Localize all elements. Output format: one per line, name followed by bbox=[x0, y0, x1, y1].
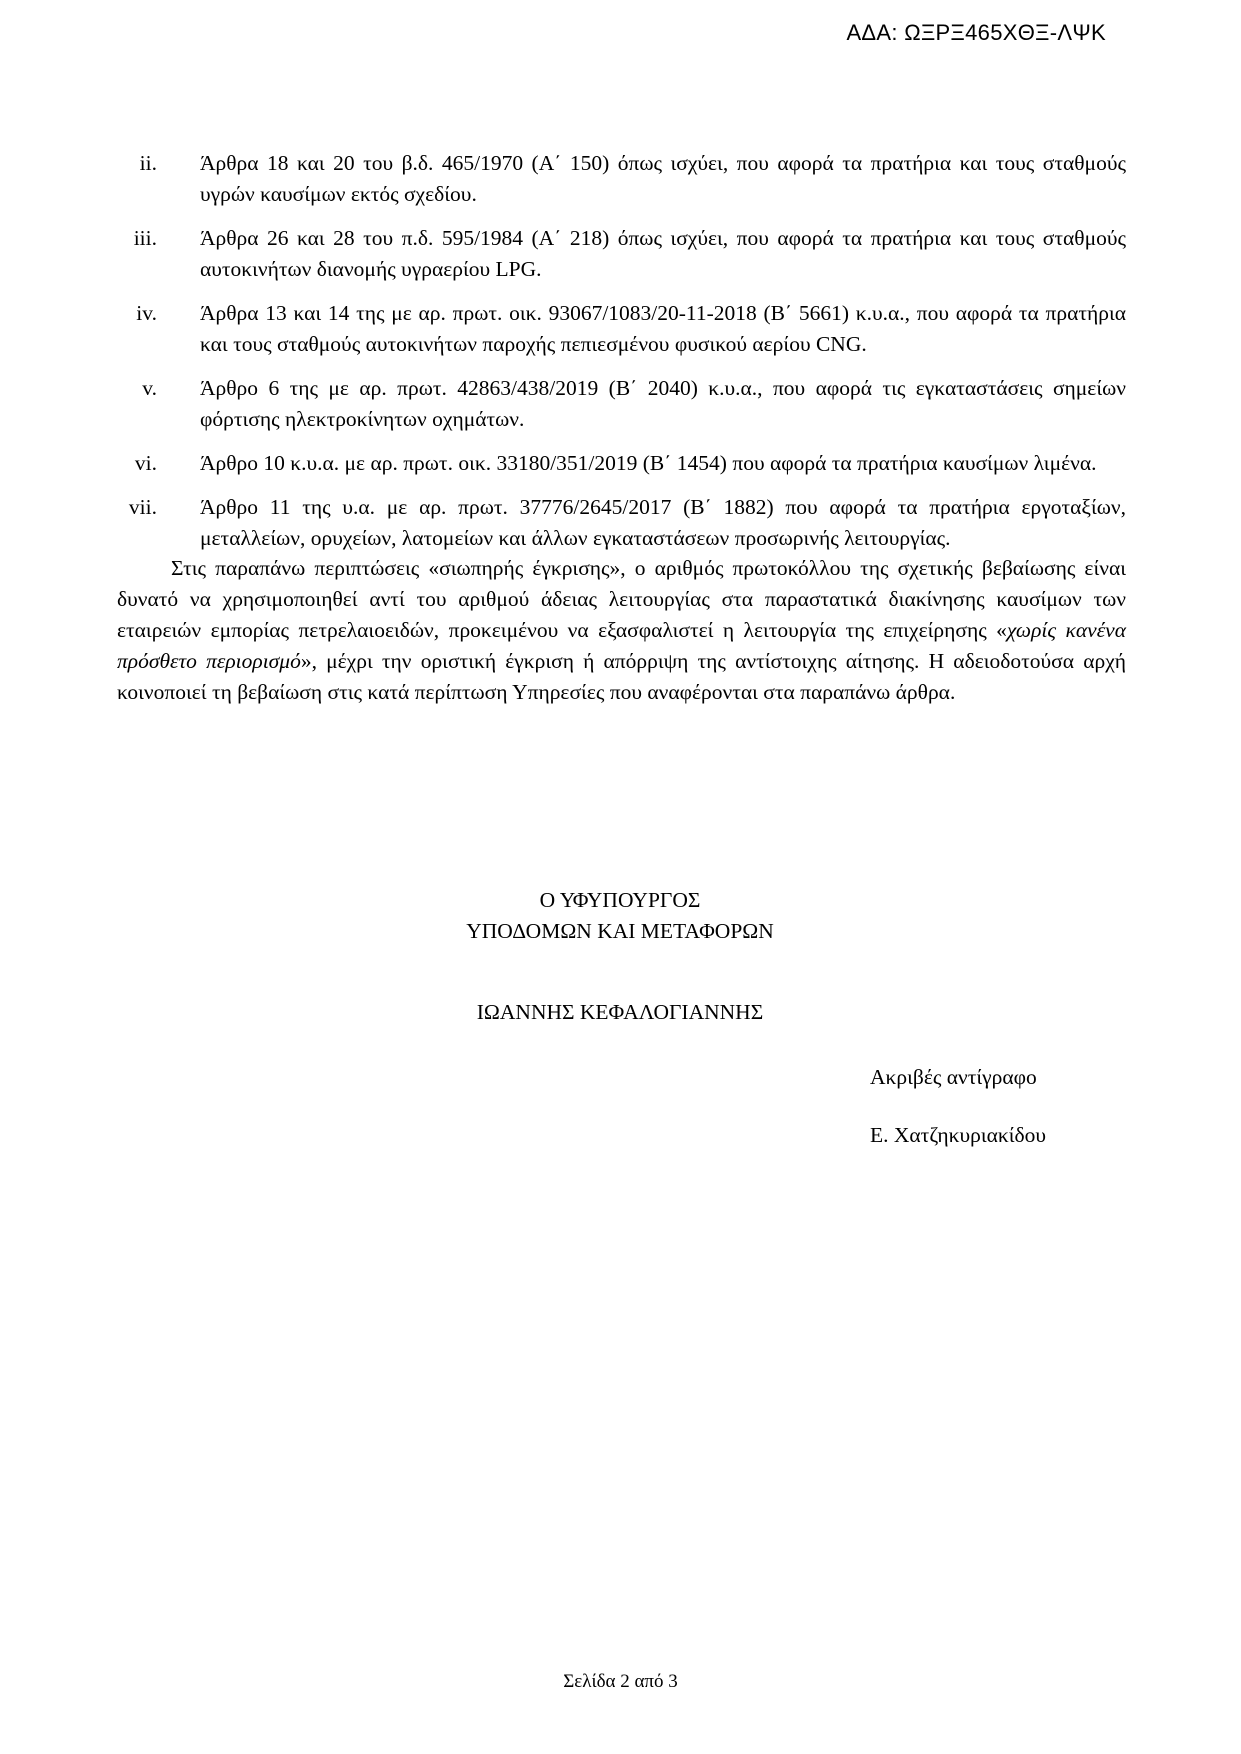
list-item-number: vii. bbox=[128, 495, 157, 519]
page-number: Σελίδα 2 από 3 bbox=[563, 1671, 678, 1692]
list-item-text: Άρθρα 18 και 20 του β.δ. 465/1970 (Α΄ 150) όπως ισχύει, που αφορά τα πρατήρια και τους σταθμούς υγρών καυσίμων εκτός σχεδίου. bbox=[200, 151, 1126, 206]
document-body bbox=[117, 148, 1126, 708]
signatory-title-line-1: Ο ΥΦΥΠΟΥΡΓΟΣ bbox=[539, 888, 701, 912]
signatory-title bbox=[420, 885, 820, 947]
list-item bbox=[117, 373, 1126, 435]
list-item-number: v. bbox=[142, 376, 157, 400]
list-item bbox=[117, 223, 1126, 285]
list-item-text: Άρθρο 10 κ.υ.α. με αρ. πρωτ. οικ. 33180/351/2019 (Β΄ 1454) που αφορά τα πρατήρια καυσίμων λιμένα. bbox=[200, 451, 1097, 475]
list-item bbox=[117, 448, 1126, 479]
signatory-name: ΙΩΑΝΝΗΣ ΚΕΦΑΛΟΓΙΑΝΝΗΣ bbox=[476, 1000, 764, 1024]
list-item-text: Άρθρα 13 και 14 της με αρ. πρωτ. οικ. 93067/1083/20-11-2018 (Β΄ 5661) κ.υ.α., που αφορά τα πρατήρια και τους σταθμούς αυτοκινήτων παροχής πεπιεσμένου φυσικού αερίου CNG. bbox=[200, 301, 1126, 356]
true-copy-signer: Ε. Χατζηκυριακίδου bbox=[870, 1123, 1047, 1147]
list-item-text: Άρθρα 26 και 28 του π.δ. 595/1984 (Α΄ 218) όπως ισχύει, που αφορά τα πρατήρια και τους σταθμούς αυτοκινήτων διανομής υγραερίου LPG. bbox=[200, 226, 1126, 281]
list-item-text: Άρθρο 11 της υ.α. με αρ. πρωτ. 37776/2645/2017 (Β΄ 1882) που αφορά τα πρατήρια εργοταξίων, μεταλλείων, ορυχείων, λατομείων και άλλων εγκαταστάσεων προσωρινής λειτουργίας. bbox=[200, 495, 1126, 550]
ada-code: ΑΔΑ: ΩΞΡΞ465ΧΘΞ-ΛΨΚ bbox=[846, 20, 1106, 45]
list-item-number: iii. bbox=[133, 226, 157, 250]
list-item-text: Άρθρο 6 της με αρ. πρωτ. 42863/438/2019 (Β΄ 2040) κ.υ.α., που αφορά τις εγκαταστάσεις σημείων φόρτισης ηλεκτροκίνητων οχημάτων. bbox=[200, 376, 1126, 431]
true-copy-label: Ακριβές αντίγραφο bbox=[870, 1065, 1037, 1089]
paragraph-text-end: », μέχρι την οριστική έγκριση ή απόρριψη της αντίστοιχης αίτησης. Η αδειοδοτούσα αρχή κοινοποιεί τη βεβαίωση στις κατά περίπτωση Υπηρεσίες που αναφέρονται στα παραπάνω άρθρα. bbox=[117, 649, 1126, 704]
list-item-number: ii. bbox=[139, 151, 157, 175]
signatory-title-line-2: ΥΠΟΔΟΜΩΝ ΚΑΙ ΜΕΤΑΦΟΡΩΝ bbox=[466, 919, 774, 943]
list-item-number: vi. bbox=[134, 451, 157, 475]
list-item bbox=[117, 148, 1126, 210]
list-item-number: iv. bbox=[136, 301, 157, 325]
paragraph-emphasis: χωρίς κανένα πρόσθετο περιορισμό bbox=[117, 618, 1126, 673]
list-item bbox=[117, 492, 1126, 554]
list-item bbox=[117, 298, 1126, 360]
paragraph-text-start: Στις παραπάνω περιπτώσεις «σιωπηρής έγκρισης», ο αριθμός πρωτοκόλλου της σχετικής βεβαίωσης είναι δυνατό να χρησιμοποιηθεί αντί του αριθμού άδειας λειτουργίας στα παραστατικά διακίνησης καυσίμων των εταιρειών εμπορίας πετρελαιοειδών, προκειμένου να εξασφαλιστεί η λειτουργία της επιχείρησης « bbox=[117, 556, 1126, 642]
silent-approval-paragraph bbox=[117, 553, 1126, 708]
